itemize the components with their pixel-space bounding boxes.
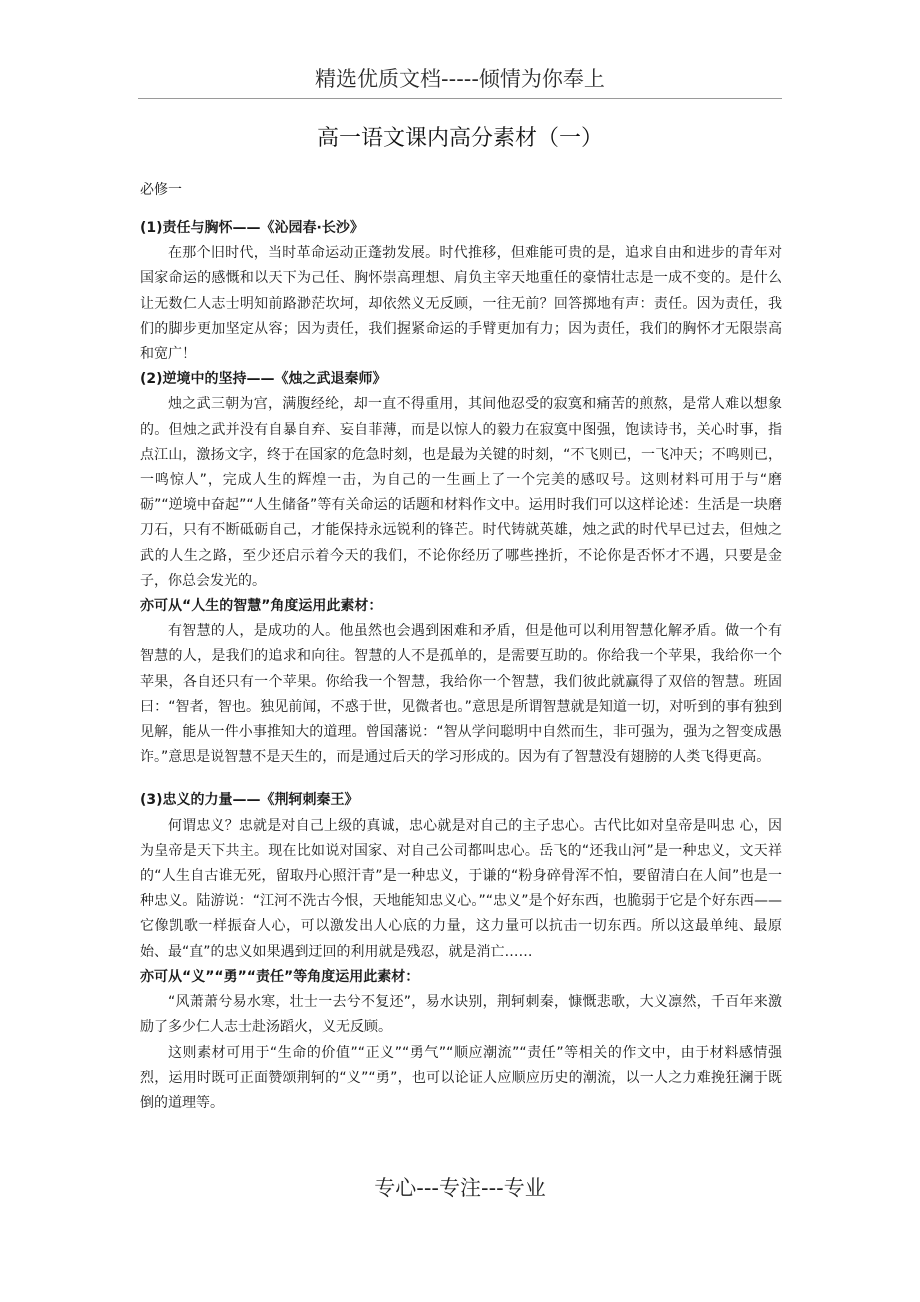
section-3-paragraph-3: 这则素材可用于“生命的价值”“正义”“勇气”“顺应潮流”“责任”等相关的作文中，由于材料感情强烈，运用时既可正面赞颂荆轲的“义”“勇”，也可以论证人应顺应历史的潮流，以一人之力难挽狂澜于既倒的道理等。 — [140, 1044, 782, 1111]
section-spacer — [140, 770, 782, 788]
volume-label: 必修一 — [140, 182, 182, 198]
page-header: 精选优质文档-----倾情为你奉上 — [138, 64, 782, 99]
page-footer: 专心---专注---专业 — [374, 1176, 546, 1200]
document-body — [140, 216, 782, 1116]
section-3-subheading: 亦可从“义”“勇”“责任”等角度运用此素材： — [140, 968, 420, 985]
document-title: 高一语文课内高分素材（一） — [316, 126, 603, 151]
section-heading-2: (2)逆境中的坚持——《烛之武退秦师》 — [140, 371, 387, 388]
section-2-paragraph-1: 烛之武三朝为宫，满腹经纶，却一直不得重用，其间他忍受的寂寞和痛苦的煎熬，是常人难以想象的。但烛之武并没有自暴自弃、妄自菲薄，而是以惊人的毅力在寂寞中图强，饱读诗书，关心时事，指点江山，激扬文字，终于在国家的危急时刻，也是最为关键的时刻，“不飞则已，一飞冲天；不鸣则已，一鸣惊人”，完成人生的辉煌一击，为自己的一生画上了一个完美的感叹号。这则材料可用于与“磨砺”“逆境中奋起”“人生储备”等有关命运的话题和材料作文中。运用时我们可以这样论述：生活是一块磨刀石，只有不断砥砺自己，才能保持永远锐利的锋芒。时代铸就英雄，烛之武的时代早已过去，但烛之武的人生之路，至少还启示着今天的我们，不论你经历了哪些挫折，不论你是否怀才不遇，只要是金子，你总会发光的。 — [140, 396, 782, 589]
section-heading-1: (1)责任与胸怀——《沁园春·长沙》 — [140, 220, 364, 236]
section-1-paragraph: 在那个旧时代，当时革命运动正蓬勃发展。时代推移，但难能可贵的是，追求自由和进步的青年对国家命运的感慨和以天下为己任、胸怀崇高理想、肩负主宰天地重任的豪情壮志是一成不变的。是什么让无数仁人志士明知前路渺茫坎坷，却依然义无反顾，一往无前？回答掷地有声：责任。因为责任，我们的脚步更加坚定从容；因为责任，我们握紧命运的手臂更加有力；因为责任，我们的胸怀才无限崇高和宽广！ — [140, 245, 782, 363]
section-2-paragraph-2: 有智慧的人，是成功的人。他虽然也会遇到困难和矛盾，但是他可以利用智慧化解矛盾。做一个有智慧的人，是我们的追求和向往。智慧的人不是孤单的，是需要互助的。你给我一个苹果，我给你一个苹果，各自还只有一个苹果。你给我一个智慧，我给你一个智慧，我们彼此就赢得了双倍的智慧。班固曰：“智者，智也。独见前闻，不惑于世，见微者也。”意思是所谓智慧就是知道一切，对听到的事有独到见解，能从一件小事推知大的道理。曾国藩说：“智从学问聪明中自然而生，非可强为，强为之智变成愚诈。”意思是说智慧不是天生的，而是通过后天的学习形成的。因为有了智慧没有翅膀的人类飞得更高。 — [140, 623, 782, 766]
section-heading-3: (3)忠义的力量——《荆轲刺秦王》 — [140, 792, 359, 809]
section-2-subheading: 亦可从“人生的智慧”角度运用此素材： — [140, 598, 383, 615]
section-3-paragraph-2: “风萧萧兮易水寒，壮士一去兮不复还”，易水诀别，荆轲刺秦，慷慨悲歌，大义凛然，千百年来激励了多少仁人志士赴汤蹈火，义无反顾。 — [140, 994, 782, 1036]
section-3-paragraph-1: 何谓忠义？忠就是对自己上级的真诚，忠心就是对自己的主子忠心。古代比如对皇帝是叫忠 心，因为皇帝是天下共主。现在比如说对国家、对自己公司都叫忠心。岳飞的“还我山河”是一种忠义，文天祥的“人生自古谁无死，留取丹心照汗青”是一种忠义，于谦的“粉身碎骨浑不怕，要留清白在人间”也是一种忠义。陆游说：“江河不洗古今恨，天地能知忠义心。”“忠义”是个好东西，也脆弱于它是个好东西——它像凯歌一样振奋人心，可以激发出人心底的力量，这力量可以抗击一切东西。所以这最单纯、最原始、最“直”的忠义如果遇到迂回的利用就是残忍，就是消亡…… — [140, 817, 782, 960]
